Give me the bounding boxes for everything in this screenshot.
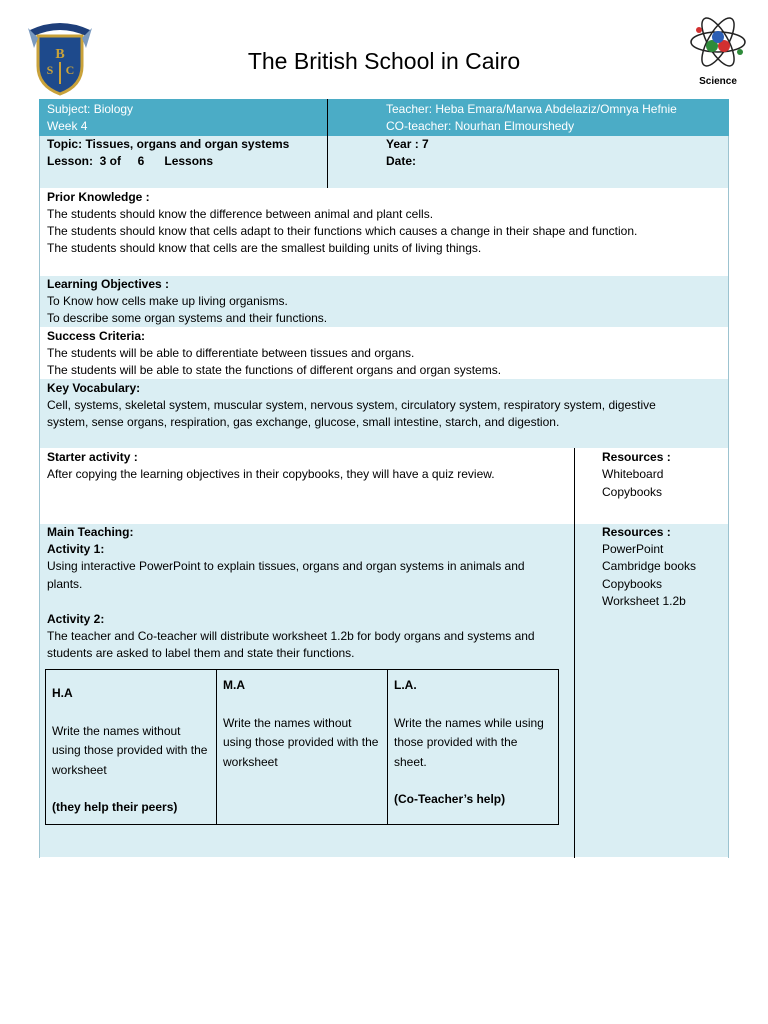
co-teacher-text: CO-teacher: Nourhan Elmourshedy (386, 119, 575, 133)
differentiation-table (45, 669, 559, 825)
left-border (39, 136, 40, 858)
svg-text:B: B (55, 47, 65, 62)
prior-knowledge-title: Prior Knowledge : (47, 190, 150, 204)
learning-objectives-title: Learning Objectives : (47, 277, 170, 291)
teacher-text: Teacher: Heba Emara/Marwa Abdelaziz/Omnya Hefnie (386, 102, 677, 116)
main-resource-item: Copybooks (602, 577, 663, 591)
starter-resource-item: Copybooks (602, 485, 663, 499)
la-text: Write the names while using those provided with the sheet. (394, 715, 544, 769)
resources-divider (574, 448, 575, 858)
learning-objective-line: To Know how cells make up living organisms. (47, 294, 288, 308)
school-crest-logo (24, 18, 96, 96)
right-border (728, 136, 729, 858)
la-note: (Co-Teacher’s help) (394, 792, 506, 806)
svg-text:C: C (65, 63, 75, 77)
activity-2-title: Activity 2: (47, 612, 105, 626)
main-resource-item: PowerPoint (602, 542, 664, 556)
svg-text:S: S (46, 63, 54, 77)
subject-text: Subject: Biology (47, 102, 134, 116)
info-divider (327, 99, 328, 188)
activity-2-line: The teacher and Co-teacher will distribute worksheet 1.2b for body organs and systems and (47, 629, 535, 643)
starter-resources-title: Resources : (602, 450, 671, 464)
prior-knowledge-line: The students should know that cells adapt to their functions which causes a change in their shape and function. (47, 224, 638, 238)
activity-1-line: Using interactive PowerPoint to explain tissues, organs and organ systems in animals and (47, 559, 525, 573)
year-text: Year : 7 (386, 137, 429, 151)
key-vocabulary-title: Key Vocabulary: (47, 381, 141, 395)
la-label: L.A. (394, 678, 417, 692)
school-title: The British School in Cairo (247, 48, 521, 74)
key-vocabulary-line: Cell, systems, skeletal system, muscular system, nervous system, circulatory system, respiratory system, digestive (47, 398, 656, 412)
activity-1-line: plants. (47, 577, 83, 591)
la-cell (388, 670, 559, 825)
starter-resource-item: Whiteboard (602, 467, 664, 481)
ma-label: M.A (223, 678, 245, 692)
lesson-text: Lesson: 3 of 6 Lessons (47, 154, 214, 168)
starter-text: After copying the learning objectives in their copybooks, they will have a quiz review. (47, 467, 495, 481)
date-text: Date: (386, 154, 417, 168)
ha-cell (46, 670, 217, 825)
activity-1-title: Activity 1: (47, 542, 105, 556)
week-text: Week 4 (47, 119, 88, 133)
topic-text: Topic: Tissues, organs and organ systems (47, 137, 290, 151)
ma-text: Write the names without using those provided with the worksheet (223, 715, 379, 769)
ha-note: (they help their peers) (52, 800, 178, 814)
starter-title: Starter activity : (47, 450, 138, 464)
activity-2-line: students are asked to label them and state their functions. (47, 646, 355, 660)
learning-objective-line: To describe some organ systems and their functions. (47, 311, 328, 325)
science-atom-icon (688, 10, 748, 74)
main-resources-title: Resources : (602, 525, 671, 539)
ha-label: H.A (52, 686, 73, 700)
success-criteria-line: The students will be able to differentiate between tissues and organs. (47, 346, 415, 360)
key-vocabulary-line: system, sense organs, respiration, gas exchange, glucose, small intestine, starch, and digestion. (47, 415, 560, 429)
main-resource-item: Cambridge books (602, 559, 697, 573)
success-criteria-line: The students will be able to state the functions of different organs and organ systems. (47, 363, 502, 377)
prior-knowledge-line: The students should know the difference between animal and plant cells. (47, 207, 434, 221)
main-teaching-title: Main Teaching: (47, 525, 134, 539)
science-label: Science (699, 76, 737, 87)
ha-text: Write the names without using those provided with the worksheet (52, 723, 208, 777)
prior-knowledge-line: The students should know that cells are the smallest building units of living things. (47, 241, 482, 255)
ma-cell (217, 670, 388, 825)
main-resource-item: Worksheet 1.2b (602, 594, 686, 608)
success-criteria-title: Success Criteria: (47, 329, 146, 343)
